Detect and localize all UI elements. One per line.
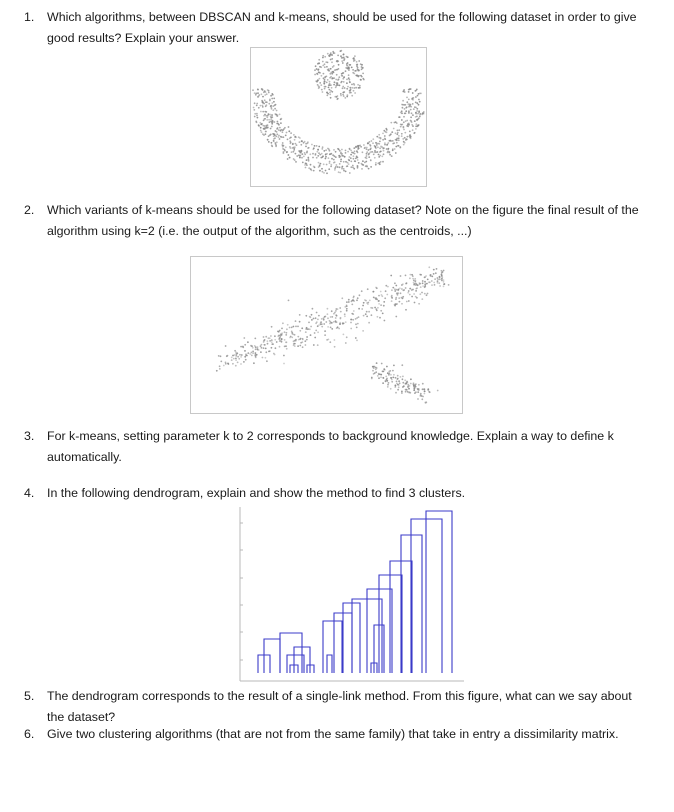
question-number: 5. [24, 689, 35, 703]
question-6 [24, 724, 644, 745]
question-text: In the following dendrogram, explain and show the method to find 3 clusters. [47, 486, 466, 500]
question-number: 6. [24, 727, 35, 741]
dendrogram [234, 505, 466, 683]
question-text: Which variants of k-means should be used for the following dataset? Note on the figure the final result of the algorithm using k=2 (i.e. the output of the algorithm, such as the centroids, ...) [47, 203, 639, 238]
question-number: 2. [24, 203, 35, 217]
dendrogram-links [258, 511, 452, 673]
question-number: 3. [24, 429, 35, 443]
question-text: For k-means, setting parameter k to 2 corresponds to background knowledge. Explain a way to define k automatically. [47, 429, 614, 464]
question-3 [24, 426, 644, 468]
question-number: 4. [24, 486, 35, 500]
question-5 [24, 686, 644, 728]
question-1 [24, 7, 644, 49]
question-text: Which algorithms, between DBSCAN and k-means, should be used for the following dataset in order to give good results? Explain your answer. [47, 10, 637, 45]
question-4 [24, 483, 644, 504]
scatter-plot-elongated-clusters [190, 256, 463, 414]
question-text: The dendrogram corresponds to the result of a single-link method. From this figure, what can we say about the dataset? [47, 689, 632, 724]
question-number: 1. [24, 10, 35, 24]
question-text: Give two clustering algorithms (that are not from the same family) that take in entry a dissimilarity matrix. [47, 727, 619, 741]
question-2 [24, 200, 644, 242]
scatter-plot-circle-arc [250, 47, 427, 187]
